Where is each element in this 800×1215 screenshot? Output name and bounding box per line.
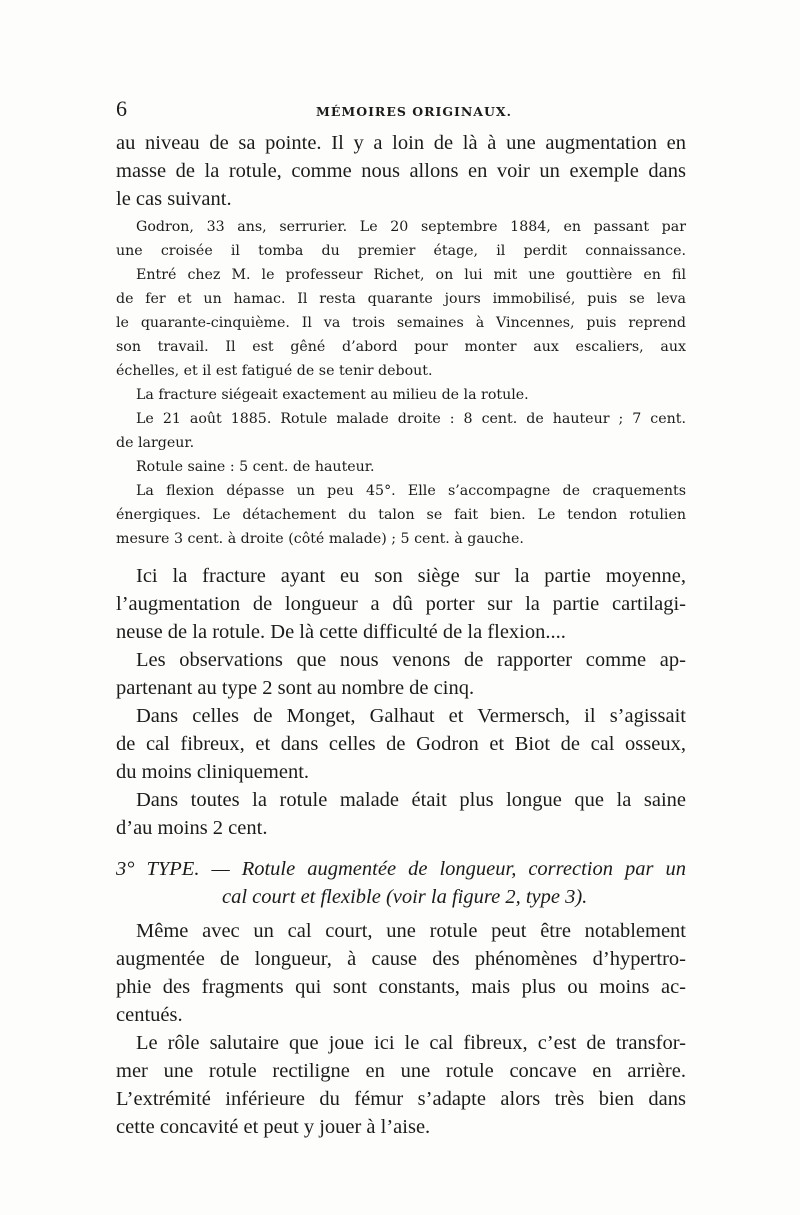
text-line: Godron, 33 ans, serrurier. Le 20 septembre 1884, en passant par	[136, 219, 686, 235]
text-line: mesure 3 cent. à droite (côté malade) ; 5 cent. à gauche.	[116, 531, 524, 547]
text-line: cette concavité et peut y jouer à l’aise.	[116, 1116, 431, 1138]
text-line: phie des fragments qui sont constants, mais plus ou moins ac-	[116, 976, 686, 998]
text-line: Rotule saine : 5 cent. de hauteur.	[136, 459, 375, 475]
section-heading-continued: cal court et flexible (voir la figure 2, type 3).	[222, 886, 588, 908]
text-line: L’extrémité inférieure du fémur s’adapte alors très bien dans	[116, 1088, 686, 1110]
text-line: du moins cliniquement.	[116, 761, 310, 783]
text-line: une croisée il tomba du premier étage, il perdit connaissance.	[116, 243, 686, 259]
text-line: au niveau de sa pointe. Il y a loin de là à une augmentation en	[116, 132, 686, 154]
text-line: Entré chez M. le professeur Richet, on lui mit une gouttière en fil	[136, 267, 686, 283]
text-line: La fracture siégeait exactement au milieu de la rotule.	[136, 387, 529, 403]
text-line: Même avec un cal court, une rotule peut être notablement	[136, 920, 686, 942]
text-line: La flexion dépasse un peu 45°. Elle s’accompagne de craquements	[136, 483, 686, 499]
text-line: de largeur.	[116, 435, 195, 451]
text-line: Le rôle salutaire que joue ici le cal fibreux, c’est de transfor-	[136, 1032, 686, 1054]
page-number: 6	[116, 96, 127, 121]
text-line: Le 21 août 1885. Rotule malade droite : 8 cent. de hauteur ; 7 cent.	[136, 411, 686, 427]
text-line: centués.	[116, 1004, 183, 1026]
section-heading: 3° TYPE. — Rotule augmentée de longueur, correction par un	[116, 858, 686, 880]
running-title: MÉMOIRES ORIGINAUX.	[316, 104, 512, 119]
text-line: échelles, et il est fatigué de se tenir debout.	[116, 363, 433, 379]
text-line: de fer et un hamac. Il resta quarante jours immobilisé, puis se leva	[116, 291, 686, 307]
text-line: Ici la fracture ayant eu son siège sur la partie moyenne,	[136, 565, 686, 587]
text-line: Les observations que nous venons de rapporter comme ap-	[136, 649, 686, 671]
text-line: énergiques. Le détachement du talon se fait bien. Le tendon rotulien	[116, 507, 686, 523]
text-line: Dans toutes la rotule malade était plus longue que la saine	[136, 789, 686, 811]
text-line: de cal fibreux, et dans celles de Godron et Biot de cal osseux,	[116, 733, 686, 755]
text-line: le quarante-cinquième. Il va trois semaines à Vincennes, puis reprend	[116, 315, 686, 331]
text-line: mer une rotule rectiligne en une rotule concave en arrière.	[116, 1060, 686, 1082]
text-line: neuse de la rotule. De là cette difficulté de la flexion....	[116, 621, 566, 643]
text-line: masse de la rotule, comme nous allons en voir un exemple dans	[116, 160, 686, 182]
text-line: partenant au type 2 sont au nombre de cinq.	[116, 677, 475, 699]
text-line: d’au moins 2 cent.	[116, 817, 268, 839]
text-line: augmentée de longueur, à cause des phénomènes d’hypertro-	[116, 948, 686, 970]
text-line: l’augmentation de longueur a dû porter sur la partie cartilagi-	[116, 593, 686, 615]
text-line: Dans celles de Monget, Galhaut et Vermersch, il s’agissait	[136, 705, 686, 727]
text-line: son travail. Il est gêné d’abord pour monter aux escaliers, aux	[116, 339, 686, 355]
page-header	[116, 96, 686, 126]
text-line: le cas suivant.	[116, 188, 232, 210]
